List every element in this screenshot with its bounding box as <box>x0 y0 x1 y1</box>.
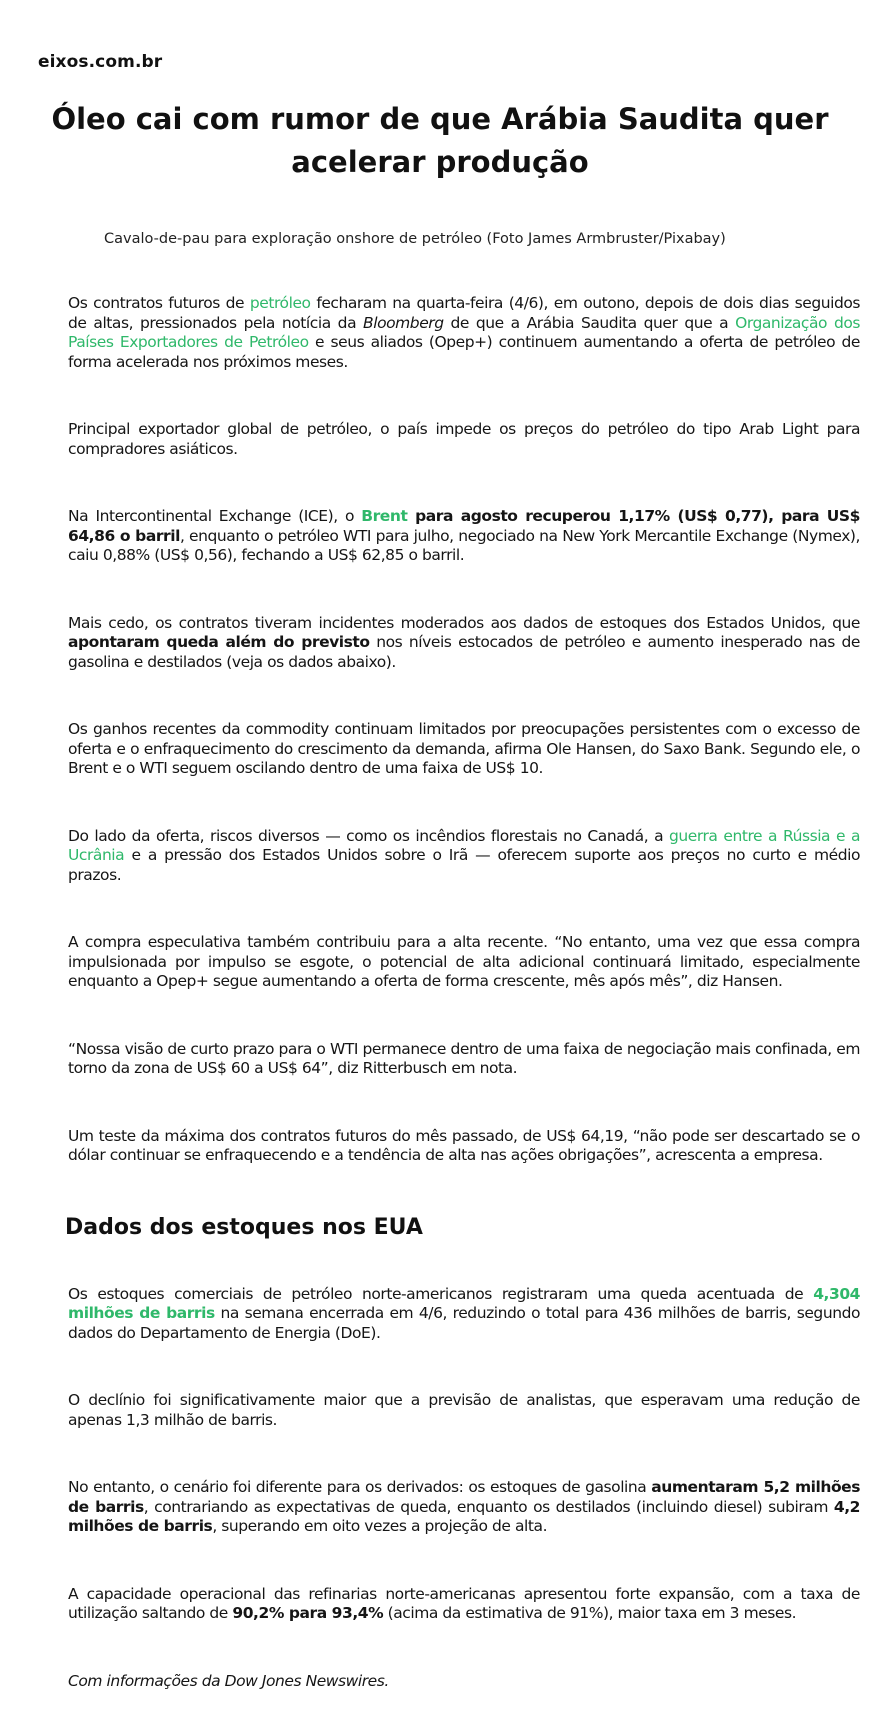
bold-text: aumentaram 5,2 milhões de barris <box>68 1478 860 1516</box>
paragraph-8: “Nossa visão de curto prazo para o WTI permanece dentro de uma faixa de negociação mais confinada, em torno da zona de US$ 60 a US$ 64”, diz Ritterbusch em nota. <box>68 1039 860 1077</box>
paragraph-text: fecharam na quarta-feira (4/6), em outono, depois de dois dias seguidos de altas, pressionados pela notícia da <box>68 294 861 332</box>
link-petroleo[interactable]: petróleo <box>249 294 311 312</box>
paragraph-text: (acima da estimativa de 91%), maior taxa em 3 meses. <box>383 1604 797 1622</box>
article-title: Óleo cai com rumor de que Arábia Saudita quer acelerar produção <box>51 102 829 179</box>
link-guerra[interactable]: guerra entre a Rússia e a Ucrânia <box>68 826 861 864</box>
paragraph-text: No entanto, o cenário foi diferente para os derivados: os estoques de gasolina <box>68 1478 652 1496</box>
link-estoques[interactable]: 4,304 milhões de barris <box>68 1284 860 1322</box>
site-name: eixos.com.br <box>38 52 163 72</box>
bold-text: 90,2% para 93,4% <box>232 1604 384 1622</box>
paragraph-text: , superando em oito vezes a projeção de alta. <box>212 1517 548 1535</box>
paragraph-text: e seus aliados (Opep+) continuem aumentando a oferta de petróleo de forma acelerada nos próximos meses. <box>68 333 860 371</box>
paragraph-12 <box>68 1478 860 1537</box>
paragraph-6 <box>68 827 860 886</box>
link-brent[interactable]: Brent <box>361 507 408 525</box>
bold-text: 4,2 milhões de barris <box>68 1497 860 1535</box>
paragraph-10 <box>68 1285 860 1344</box>
credit-line: Com informações da Dow Jones Newswires. <box>68 1671 389 1690</box>
link-opep[interactable]: Organização dos Países Exportadores de Petróleo <box>68 313 861 351</box>
paragraph-9: Um teste da máxima dos contratos futuros do mês passado, de US$ 64,19, “não pode ser descartado se o dólar continuar se enfraquecendo e a tendência de alta nas ações obrigações”, acrescenta a empresa. <box>68 1126 860 1164</box>
paragraph-text: , enquanto o petróleo WTI para julho, negociado na New York Mercantile Exchange (Nymex), caiu 0,88% (US$ 0,56), fechando a US$ 62,85 o barril. <box>68 526 861 564</box>
paragraph-1 <box>68 294 860 372</box>
paragraph-text: Do lado da oferta, riscos diversos — como os incêndios florestais no Canadá, a <box>68 826 670 845</box>
paragraph-text: , contrariando as expectativas de queda, enquanto os destilados (incluindo diesel) subiram <box>143 1497 834 1516</box>
paragraph-7: A compra especulativa também contribuiu para a alta recente. “No entanto, uma vez que essa compra impulsionada por impulso se esgote, o potencial de alta adicional continuará limitado, especialmente enquanto a Opep+ segue aumentando a oferta de forma crescente, mês após mês”, diz Hansen. <box>68 933 860 990</box>
section-heading: Dados dos estoques nos EUA <box>65 1214 423 1240</box>
paragraph-text: na semana encerrada em 4/6, reduzindo o total para 436 milhões de barris, segundo dados do Departamento de Energia (DoE). <box>68 1304 860 1342</box>
bold-text: apontaram queda além do previsto <box>68 633 370 651</box>
paragraph-text: Na Intercontinental Exchange (ICE), o <box>68 507 362 525</box>
bold-text: para agosto recuperou 1,17% (US$ 0,77), para US$ 64,86 o barril <box>68 507 860 545</box>
paragraph-text: nos níveis estocados de petróleo e aumento inesperado nas de gasolina e destilados (veja os dados abaixo). <box>68 633 860 671</box>
image-caption: Cavalo-de-pau para exploração onshore de petróleo (Foto James Armbruster/Pixabay) <box>104 231 726 247</box>
article-body <box>65 294 861 1691</box>
paragraph-11: O declínio foi significativamente maior que a previsão de analistas, que esperavam uma redução de apenas 1,3 milhão de barris. <box>68 1391 860 1429</box>
paragraph-text: Mais cedo, os contratos tiveram incidentes moderados aos dados de estoques dos Estados Unidos, que <box>68 613 860 632</box>
paragraph-text: A capacidade operacional das refinarias norte-americanas apresentou forte expansão, com a taxa de utilização saltando de <box>68 1584 860 1622</box>
paragraph-text: e a pressão dos Estados Unidos sobre o Irã — oferecem suporte aos preços no curto e médio prazos. <box>68 846 860 884</box>
paragraph-3 <box>68 507 860 566</box>
paragraph-text: Os estoques comerciais de petróleo norte-americanos registraram uma queda acentuada de <box>68 1284 814 1303</box>
paragraph-13 <box>68 1585 860 1624</box>
paragraph-4 <box>68 614 860 673</box>
paragraph-text: Os contratos futuros de <box>68 294 250 312</box>
paragraph-text: de que a Arábia Saudita quer que a <box>443 313 736 332</box>
paragraph-5: Os ganhos recentes da commodity continuam limitados por preocupações persistentes com o excesso de oferta e o enfraquecimento do crescimento da demanda, afirma Ole Hansen, do Saxo Bank. Segundo ele, o Brent e o WTI seguem oscilando dentro de uma faixa de US$ 10. <box>68 720 860 777</box>
paragraph-2: Principal exportador global de petróleo, o país impede os preços do petróleo do tipo Arab Light para compradores asiáticos. <box>68 420 860 458</box>
source-name: Bloomberg <box>363 313 444 332</box>
